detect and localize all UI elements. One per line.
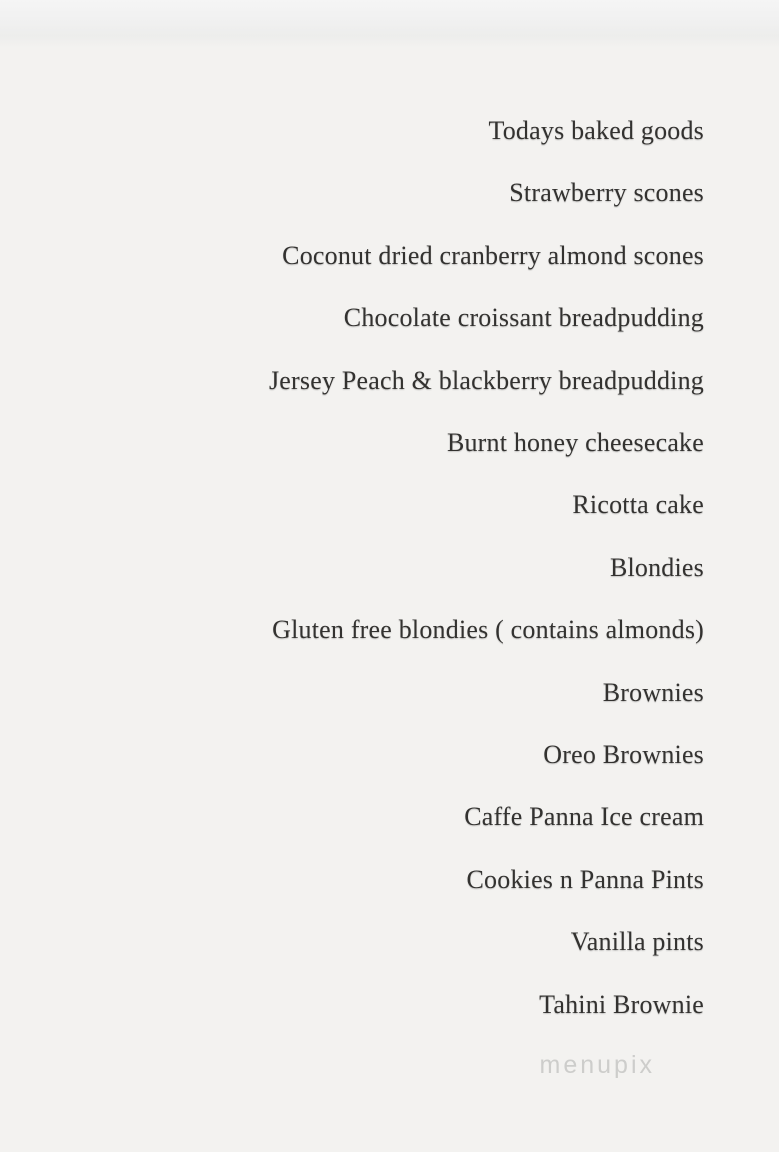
menu-items — [40, 162, 704, 1036]
menu-item: Strawberry scones — [509, 178, 704, 208]
menu-item: Blondies — [609, 552, 704, 582]
menu-item: Tahini Brownie — [539, 989, 704, 1019]
menu-item: Burnt honey cheesecake — [446, 428, 704, 458]
menu-item: Oreo Brownies — [543, 740, 704, 770]
menu-item: Vanilla pints — [570, 927, 704, 957]
menu-title: Todays baked goods — [488, 116, 704, 145]
menupix-watermark: menupix — [539, 1051, 655, 1079]
menu-item: Jersey Peach & blackberry breadpudding — [268, 365, 704, 395]
menu-item: Gluten free blondies ( contains almonds) — [272, 615, 704, 645]
menu-item: Cookies n Panna Pints — [466, 864, 704, 894]
photo-top-edge — [0, 0, 779, 48]
menu-item: Brownies — [602, 677, 704, 707]
menu-item: Ricotta cake — [572, 490, 704, 520]
menu-item: Coconut dried cranberry almond scones — [282, 240, 704, 270]
baked-goods-menu — [40, 100, 704, 1036]
menu-item: Chocolate croissant breadpudding — [343, 303, 704, 333]
menu-item: Caffe Panna Ice cream — [464, 802, 704, 832]
